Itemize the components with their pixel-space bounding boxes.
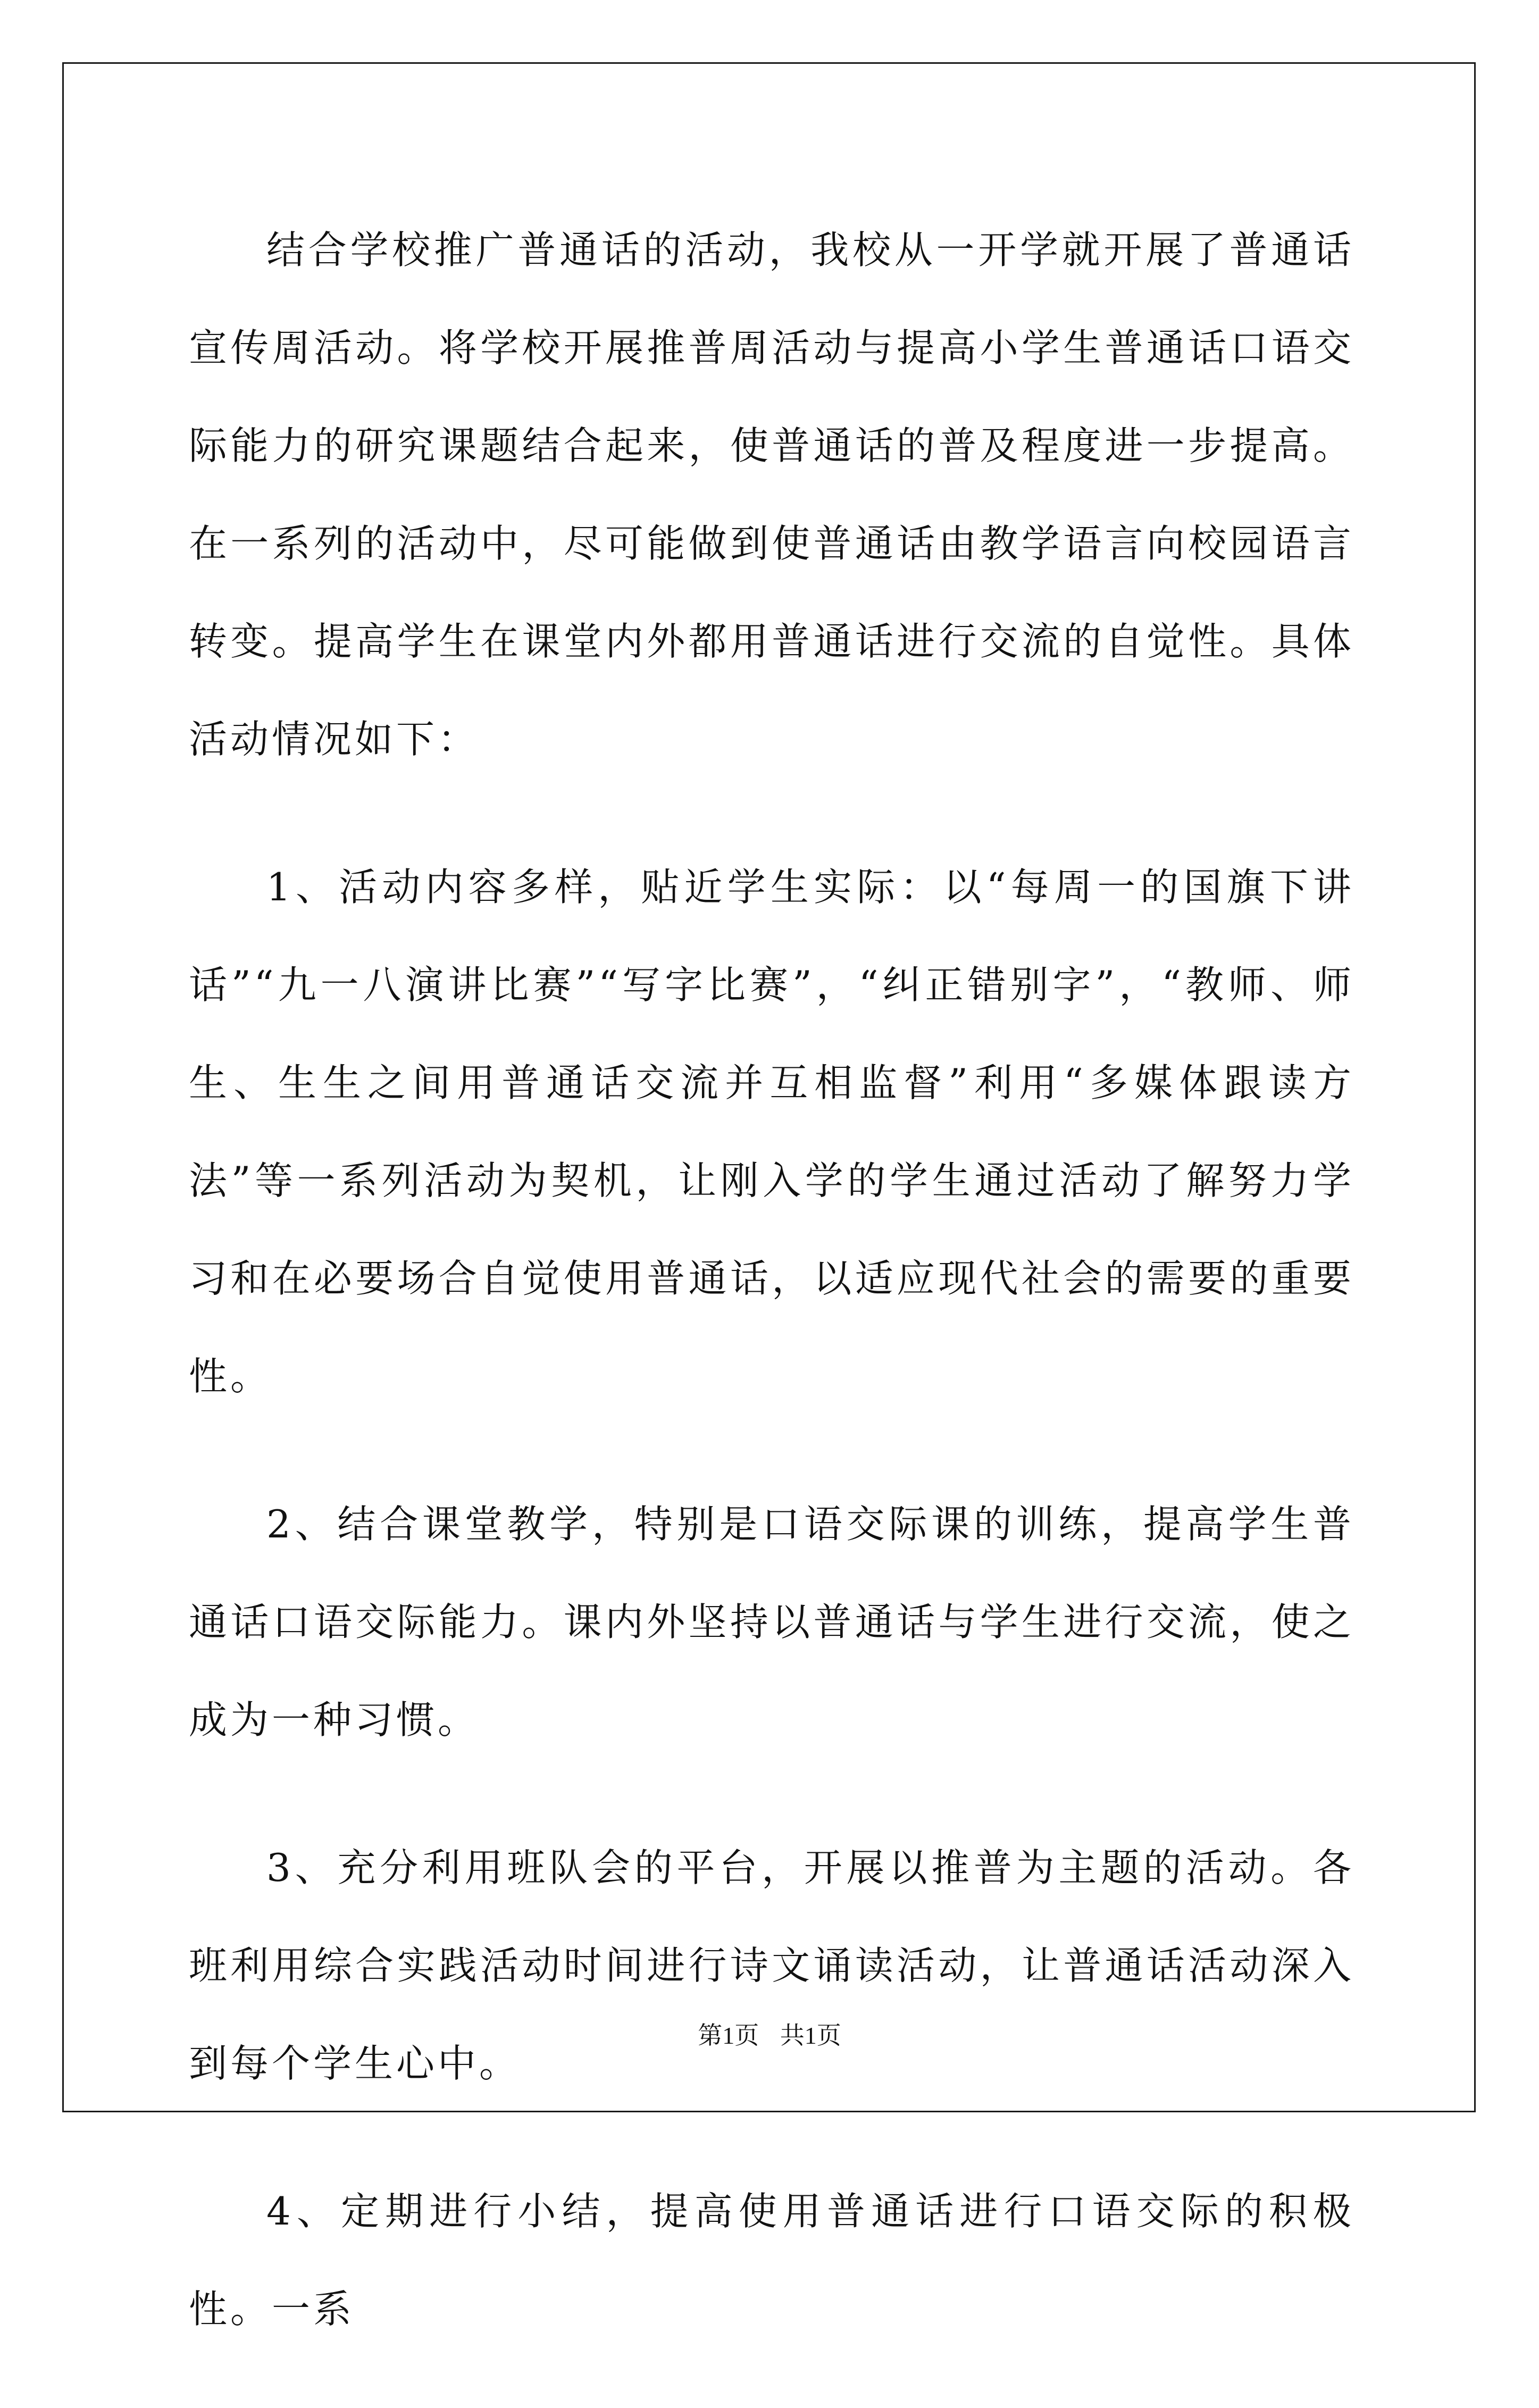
paragraph-item-3: 3、充分利用班队会的平台，开展以推普为主题的活动。各班利用综合实践活动时间进行诗文诵读活动，让普通话活动深入到每个学生心中。: [189, 1845, 1354, 2086]
paragraph-item-4: 4、定期进行小结，提高使用普通话进行口语交际的积极性。一系: [189, 2189, 1354, 2331]
paragraph-item-2: 2、结合课堂教学，特别是口语交际课的训练，提高学生普通话口语交际能力。课内外坚持以普通话与学生进行交流，使之成为一种习惯。: [189, 1502, 1354, 1742]
page-number-current: 第1页: [698, 2022, 759, 2049]
page-footer: [0, 2016, 1539, 2051]
paragraph-intro: 结合学校推广普通话的活动，我校从一开学就开展了普通话宣传周活动。将学校开展推普周活动与提高小学生普通话口语交际能力的研究课题结合起来，使普通话的普及程度进一步提高。在一系列的活动中，尽可能做到使普通话由教学语言向校园语言转变。提高学生在课堂内外都用普通话进行交流的自觉性。具体活动情况如下：: [189, 228, 1354, 762]
page-number-total: 共1页: [780, 2022, 841, 2049]
paragraph-item-1: 1、活动内容多样，贴近学生实际：以“每周一的国旗下讲话”“九一八演讲比赛”“写字比赛”，“纠正错别字”，“教师、师生、生生之间用普通话交流并互相监督”利用“多媒体跟读方法”等一系列活动为契机，让刚入学的学生通过活动了解努力学习和在必要场合自觉使用普通话，以适应现代社会的需要的重要性。: [189, 865, 1354, 1399]
document-body: [189, 201, 1354, 2408]
